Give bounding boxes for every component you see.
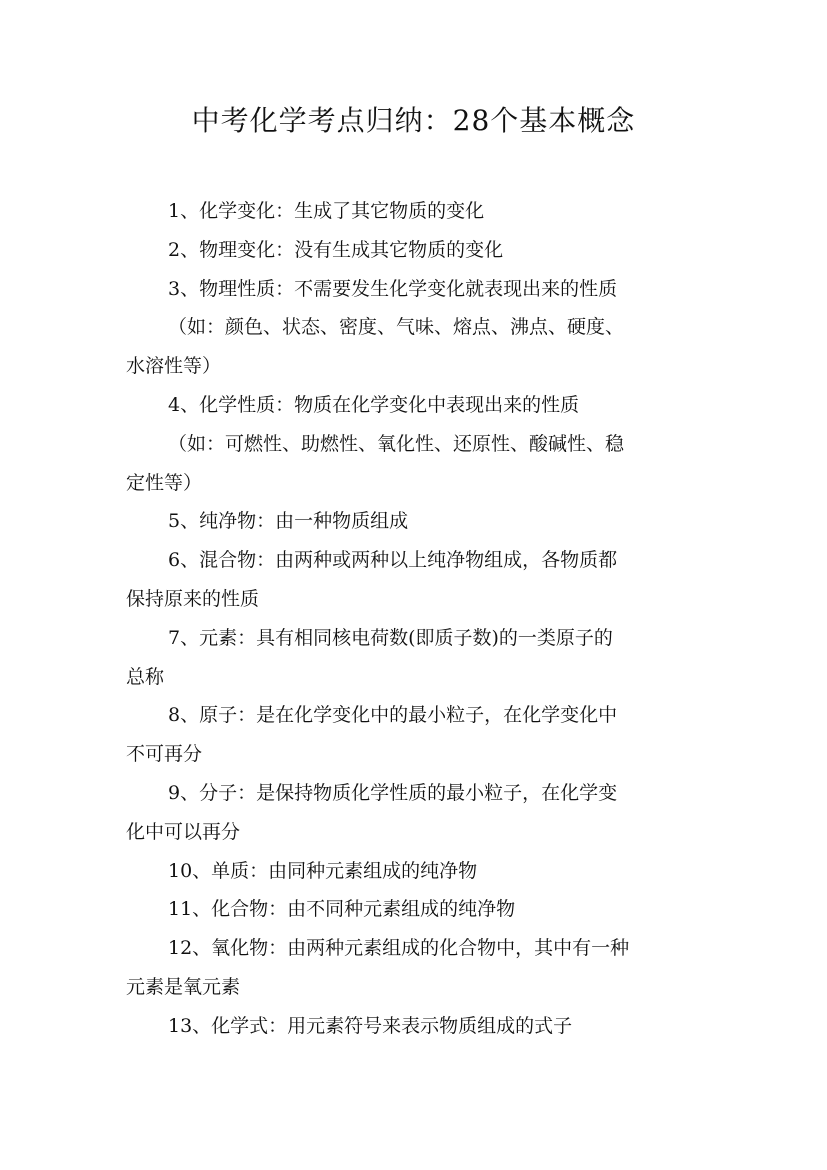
- concept-line-continuation: 保持原来的性质: [126, 587, 260, 610]
- concept-line: 7、元素：具有相同核电荷数(即质子数)的一类原子的: [168, 626, 613, 649]
- concept-line: 13、化学式：用元素符号来表示物质组成的式子: [168, 1014, 573, 1037]
- concept-line: 12、氧化物：由两种元素组成的化合物中，其中有一种: [168, 937, 630, 960]
- concept-line: 11、化合物：由不同种元素组成的纯净物: [168, 898, 516, 921]
- concept-line: 4、化学性质：物质在化学变化中表现出来的性质: [168, 393, 580, 416]
- page-title: 中考化学考点归纳：28个基本概念: [191, 104, 636, 137]
- concept-line-continuation: （如：可燃性、助燃性、氧化性、还原性、酸碱性、稳: [168, 432, 625, 455]
- concept-line: 8、原子：是在化学变化中的最小粒子，在化学变化中: [168, 704, 618, 727]
- concept-line: 2、物理变化：没有生成其它物质的变化: [168, 238, 504, 261]
- concept-line-continuation: 元素是氧元素: [126, 975, 241, 998]
- concept-line-continuation: （如：颜色、状态、密度、气味、熔点、沸点、硬度、: [168, 316, 625, 339]
- concept-line: 9、分子：是保持物质化学性质的最小粒子，在化学变: [168, 781, 618, 804]
- concept-line-continuation: 总称: [126, 665, 165, 688]
- concept-line-continuation: 化中可以再分: [126, 820, 241, 843]
- concept-line: 6、混合物：由两种或两种以上纯净物组成，各物质都: [168, 549, 618, 572]
- concept-list: [126, 192, 706, 1046]
- concept-line: 1、化学变化：生成了其它物质的变化: [168, 200, 485, 222]
- concept-line-continuation: 定性等）: [126, 471, 203, 494]
- concept-line-continuation: 水溶性等）: [126, 355, 222, 378]
- concept-line: 5、纯净物：由一种物质组成: [168, 510, 409, 533]
- concept-line: 10、单质：由同种元素组成的纯净物: [168, 859, 478, 882]
- concept-line: 3、物理性质：不需要发生化学变化就表现出来的性质: [168, 277, 618, 300]
- concept-line-continuation: 不可再分: [126, 743, 203, 766]
